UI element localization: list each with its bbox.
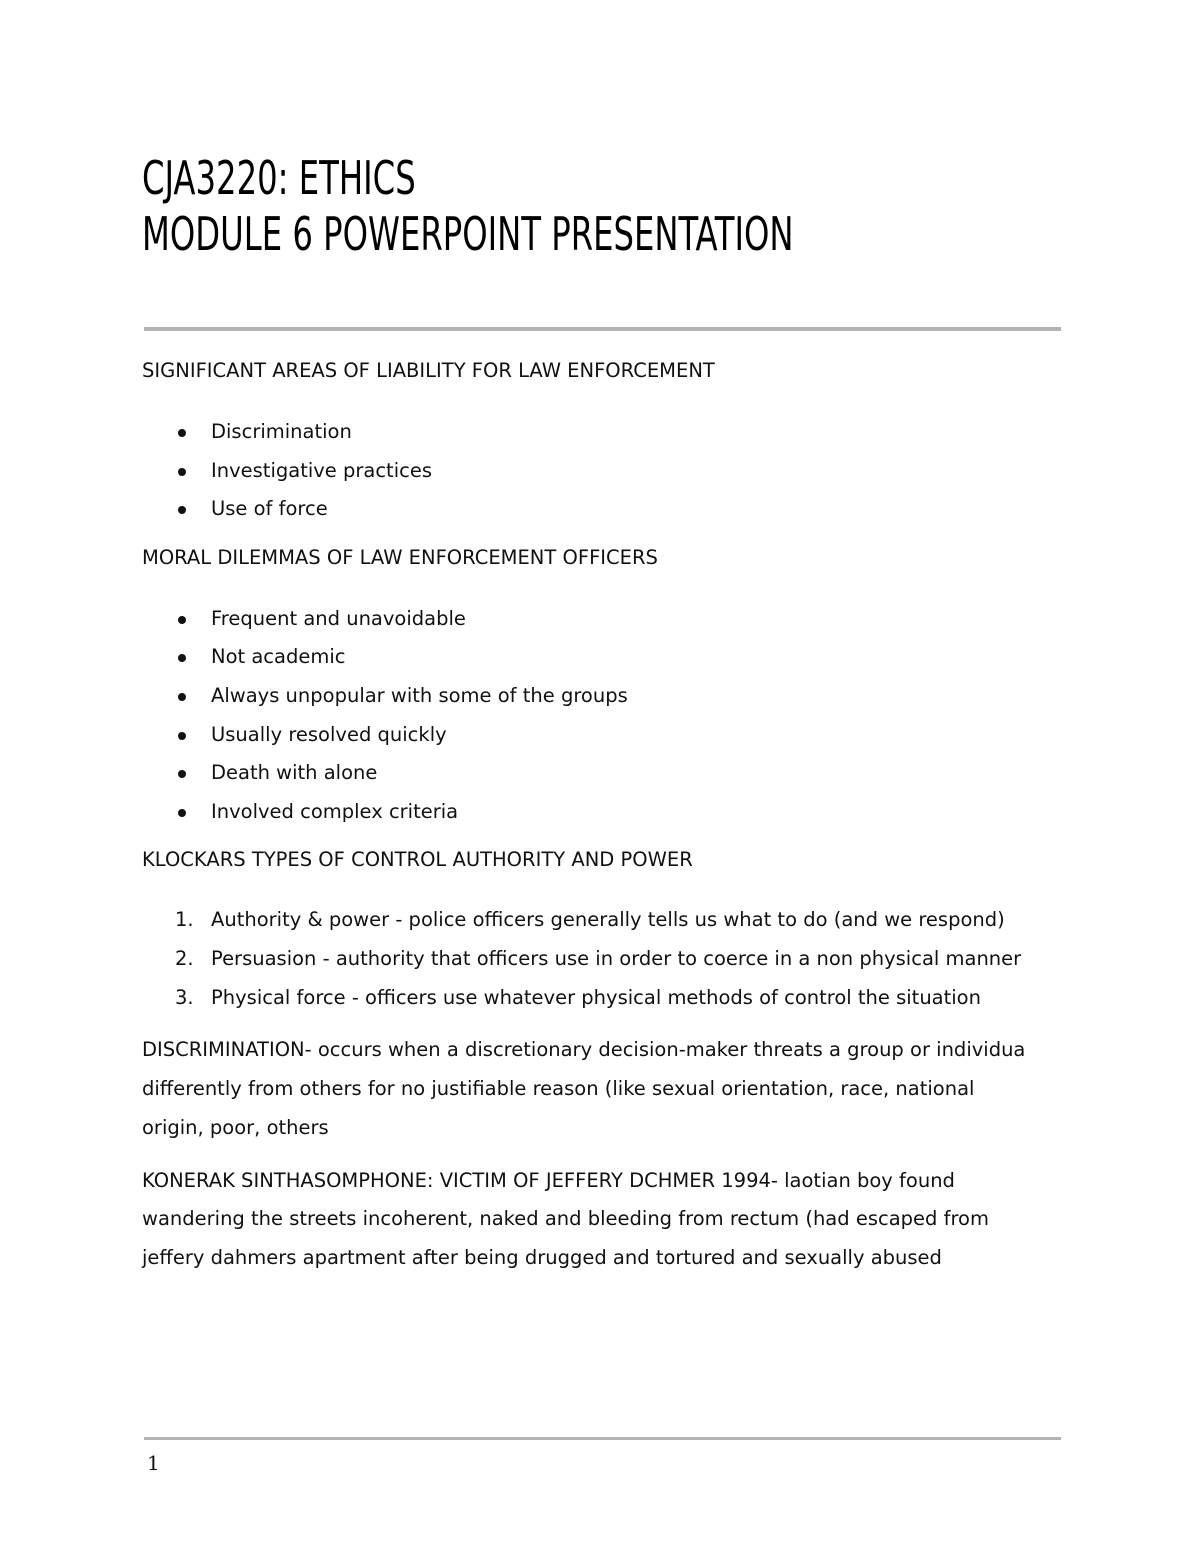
- list-item: 3. Physical force - officers use whatever physical methods of control the situation: [142, 979, 1072, 1018]
- list-item: Involved complex criteria: [142, 793, 1072, 832]
- list-item: Discrimination: [142, 413, 1072, 452]
- list-item: Usually resolved quickly: [142, 716, 1072, 755]
- bullet-icon: [178, 732, 186, 740]
- bullet-icon: [178, 770, 186, 778]
- bullet-icon: [178, 468, 186, 476]
- paragraph-line: differently from others for no justifiable reason (like sexual orientation, race, national: [142, 1076, 975, 1100]
- bullet-icon: [178, 809, 186, 817]
- section-heading-klockars: KLOCKARS TYPES OF CONTROL AUTHORITY AND POWER: [142, 848, 693, 872]
- bullet-icon: [178, 693, 186, 701]
- section-heading-dilemmas: MORAL DILEMMAS OF LAW ENFORCEMENT OFFICERS: [142, 545, 658, 569]
- list-item: Always unpopular with some of the groups: [142, 677, 1072, 716]
- paragraph-line: origin, poor, others: [142, 1115, 329, 1139]
- footer-divider: [144, 1437, 1061, 1440]
- bullet-icon: [178, 654, 186, 662]
- list-item: Frequent and unavoidable: [142, 600, 1072, 639]
- document-title: [142, 150, 794, 262]
- discrimination-paragraph: [142, 1031, 1072, 1147]
- paragraph-line: DISCRIMINATION- occurs when a discretionary decision-maker threats a group or individua: [142, 1038, 1026, 1062]
- bullet-icon: [178, 616, 186, 624]
- document-body: [142, 356, 1072, 1292]
- title-line-course: CJA3220: ETHICS: [142, 151, 416, 205]
- list-number: 1.: [175, 908, 194, 932]
- konerak-paragraph: [142, 1162, 1072, 1278]
- list-item: Use of force: [142, 490, 1072, 529]
- list-item: 1. Authority & power - police officers generally tells us what to do (and we respond): [142, 901, 1072, 940]
- title-line-module: MODULE 6 POWERPOINT PRESENTATION: [142, 207, 794, 261]
- header-divider: [144, 327, 1061, 331]
- list-item: Death with alone: [142, 754, 1072, 793]
- list-number: 2.: [175, 946, 194, 970]
- bullet-icon: [178, 506, 186, 514]
- klockars-list: [142, 901, 1072, 1017]
- list-item: Not academic: [142, 638, 1072, 677]
- paragraph-line: jeffery dahmers apartment after being drugged and tortured and sexually abused: [142, 1246, 942, 1270]
- list-item: Investigative practices: [142, 452, 1072, 491]
- paragraph-line: KONERAK SINTHASOMPHONE: VICTIM OF JEFFERY DCHMER 1994- laotian boy found: [142, 1168, 955, 1192]
- list-number: 3.: [175, 985, 194, 1009]
- list-item: 2. Persuasion - authority that officers use in order to coerce in a non physical manner: [142, 940, 1072, 979]
- page-number: 1: [147, 1451, 160, 1475]
- section-heading-liability: SIGNIFICANT AREAS OF LIABILITY FOR LAW ENFORCEMENT: [142, 359, 715, 382]
- paragraph-line: wandering the streets incoherent, naked and bleeding from rectum (had escaped from: [142, 1207, 989, 1231]
- dilemmas-list: [142, 600, 1072, 832]
- liability-list: [142, 413, 1072, 529]
- bullet-icon: [178, 429, 186, 437]
